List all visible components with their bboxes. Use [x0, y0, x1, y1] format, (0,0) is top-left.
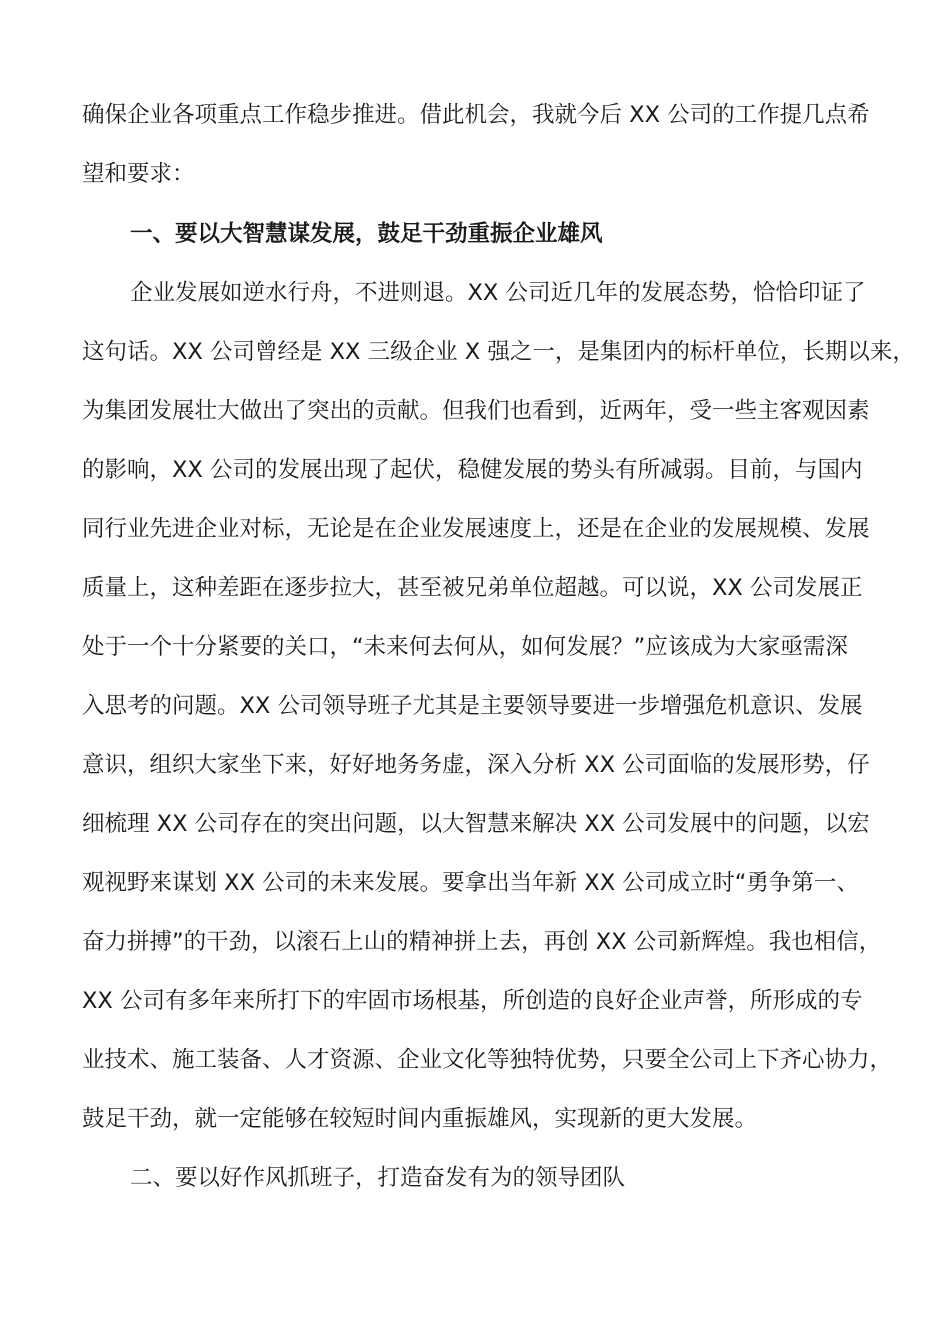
paragraph-line: 企业发展如逆水行舟，不进则退。XX 公司近几年的发展态势，恰恰印证了: [130, 280, 866, 306]
paragraph-line: XX 公司有多年来所打下的牢固市场根基，所创造的良好企业声誉，所形成的专: [82, 988, 863, 1014]
section-heading-1: 一、要以大智慧谋发展，鼓足干劲重振企业雄风: [130, 221, 603, 247]
paragraph-line: 处于一个十分紧要的关口，“未来何去何从，如何发展？”应该成为大家亟需深: [82, 634, 848, 660]
paragraph-line: 观视野来谋划 XX 公司的未来发展。要拿出当年新 XX 公司成立时“勇争第一、: [82, 870, 859, 896]
paragraph-line: 业技术、施工装备、人才资源、企业文化等独特优势，只要全公司上下齐心协力，: [82, 1047, 893, 1073]
paragraph-line: 望和要求：: [82, 161, 195, 187]
paragraph-line: 奋力拼搏”的干劲，以滚石上山的精神拼上去，再创 XX 公司新辉煌。我也相信，: [82, 929, 882, 955]
paragraph-line: 的影响，XX 公司的发展出现了起伏，稳健发展的势头有所减弱。目前，与国内: [82, 457, 863, 483]
paragraph-line: 确保企业各项重点工作稳步推进。借此机会，我就今后 XX 公司的工作提几点希: [82, 102, 870, 128]
paragraph-line: 这句话。XX 公司曾经是 XX 三级企业 X 强之一，是集团内的标杆单位，长期以来，: [82, 339, 915, 365]
paragraph-line: 入思考的问题。XX 公司领导班子尤其是主要领导要进一步增强危机意识、发展: [82, 693, 863, 719]
paragraph-line: 鼓足干劲，就一定能够在较短时间内重振雄风，实现新的更大发展。: [82, 1106, 758, 1132]
paragraph-line: 意识，组织大家坐下来，好好地务务虚，深入分析 XX 公司面临的发展形势，仔: [82, 752, 870, 778]
paragraph-line: 同行业先进企业对标，无论是在企业发展速度上，还是在企业的发展规模、发展: [82, 516, 870, 542]
paragraph-line: 为集团发展壮大做出了突出的贡献。但我们也看到，近两年，受一些主客观因素: [82, 398, 870, 424]
paragraph-line: 细梳理 XX 公司存在的突出问题，以大智慧来解决 XX 公司发展中的问题，以宏: [82, 811, 870, 837]
paragraph-line: 质量上，这种差距在逐步拉大，甚至被兄弟单位超越。可以说，XX 公司发展正: [82, 575, 863, 601]
section-heading-2: 二、要以好作风抓班子，打造奋发有为的领导团队: [130, 1165, 626, 1191]
